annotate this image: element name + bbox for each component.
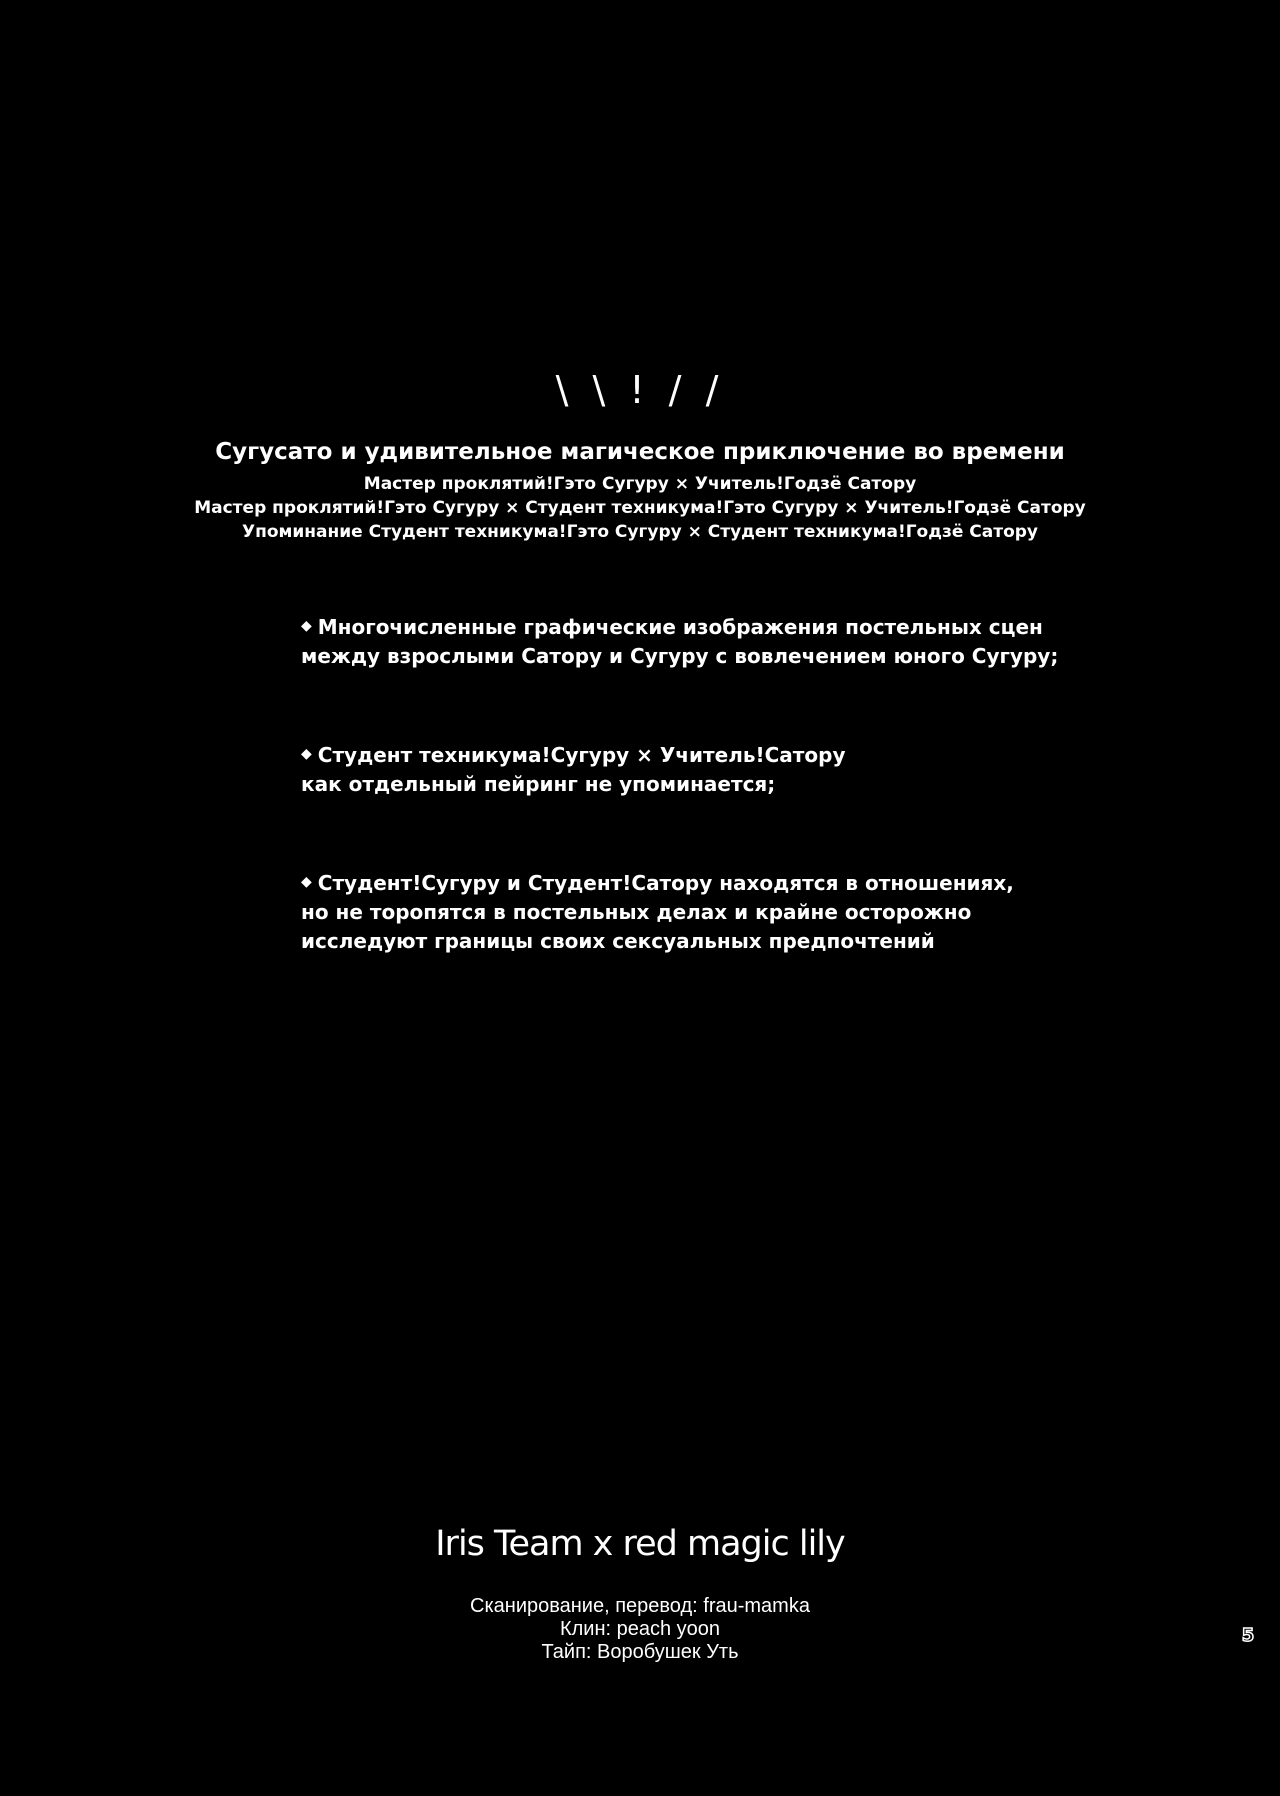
exclamation-decoration: \ \ ! / / <box>555 368 725 412</box>
warning-item <box>301 612 1058 671</box>
warning-line: исследуют границы своих сексуальных предпочтений <box>301 929 935 953</box>
warning-line: но не торопятся в постельных делах и крайне осторожно <box>301 900 972 924</box>
warning-line: между взрослыми Сатору и Сугуру с вовлечением юного Сугуру; <box>301 644 1059 668</box>
warning-line: Многочисленные графические изображения постельных сцен <box>317 615 1043 639</box>
credit-line: Клин: peach yoon <box>559 1618 721 1640</box>
credit-line: Тайп: Воробушек Уть <box>541 1641 739 1663</box>
warning-line: Студент техникума!Сугуру × Учитель!Сатору <box>317 743 846 767</box>
credit-line: Сканирование, перевод: frau-mamka <box>470 1595 810 1617</box>
pairings-list <box>0 472 1280 544</box>
pairing-line: Мастер проклятий!Гэто Сугуру × Учитель!Годзё Сатору <box>363 474 917 494</box>
page-number: 5 <box>1241 1625 1255 1646</box>
page-title: Сугусато и удивительное магическое приключение во времени <box>215 439 1065 465</box>
warning-item <box>301 868 1014 956</box>
diamond-bullet-icon: ◆ <box>301 874 312 890</box>
pairing-line: Мастер проклятий!Гэто Сугуру × Студент техникума!Гэто Сугуру × Учитель!Годзё Сатору <box>194 498 1086 518</box>
diamond-bullet-icon: ◆ <box>301 746 312 762</box>
diamond-bullet-icon: ◆ <box>301 618 312 634</box>
warning-line: Студент!Сугуру и Студент!Сатору находятся в отношениях, <box>317 871 1014 895</box>
warning-line: как отдельный пейринг не упоминается; <box>301 772 776 796</box>
warning-item <box>301 740 845 799</box>
team-credit: Iris Team x red magic lily <box>435 1524 845 1564</box>
credits-list <box>0 1595 1280 1664</box>
pairing-line: Упоминание Студент техникума!Гэто Сугуру × Студент техникума!Годзё Сатору <box>241 522 1039 542</box>
